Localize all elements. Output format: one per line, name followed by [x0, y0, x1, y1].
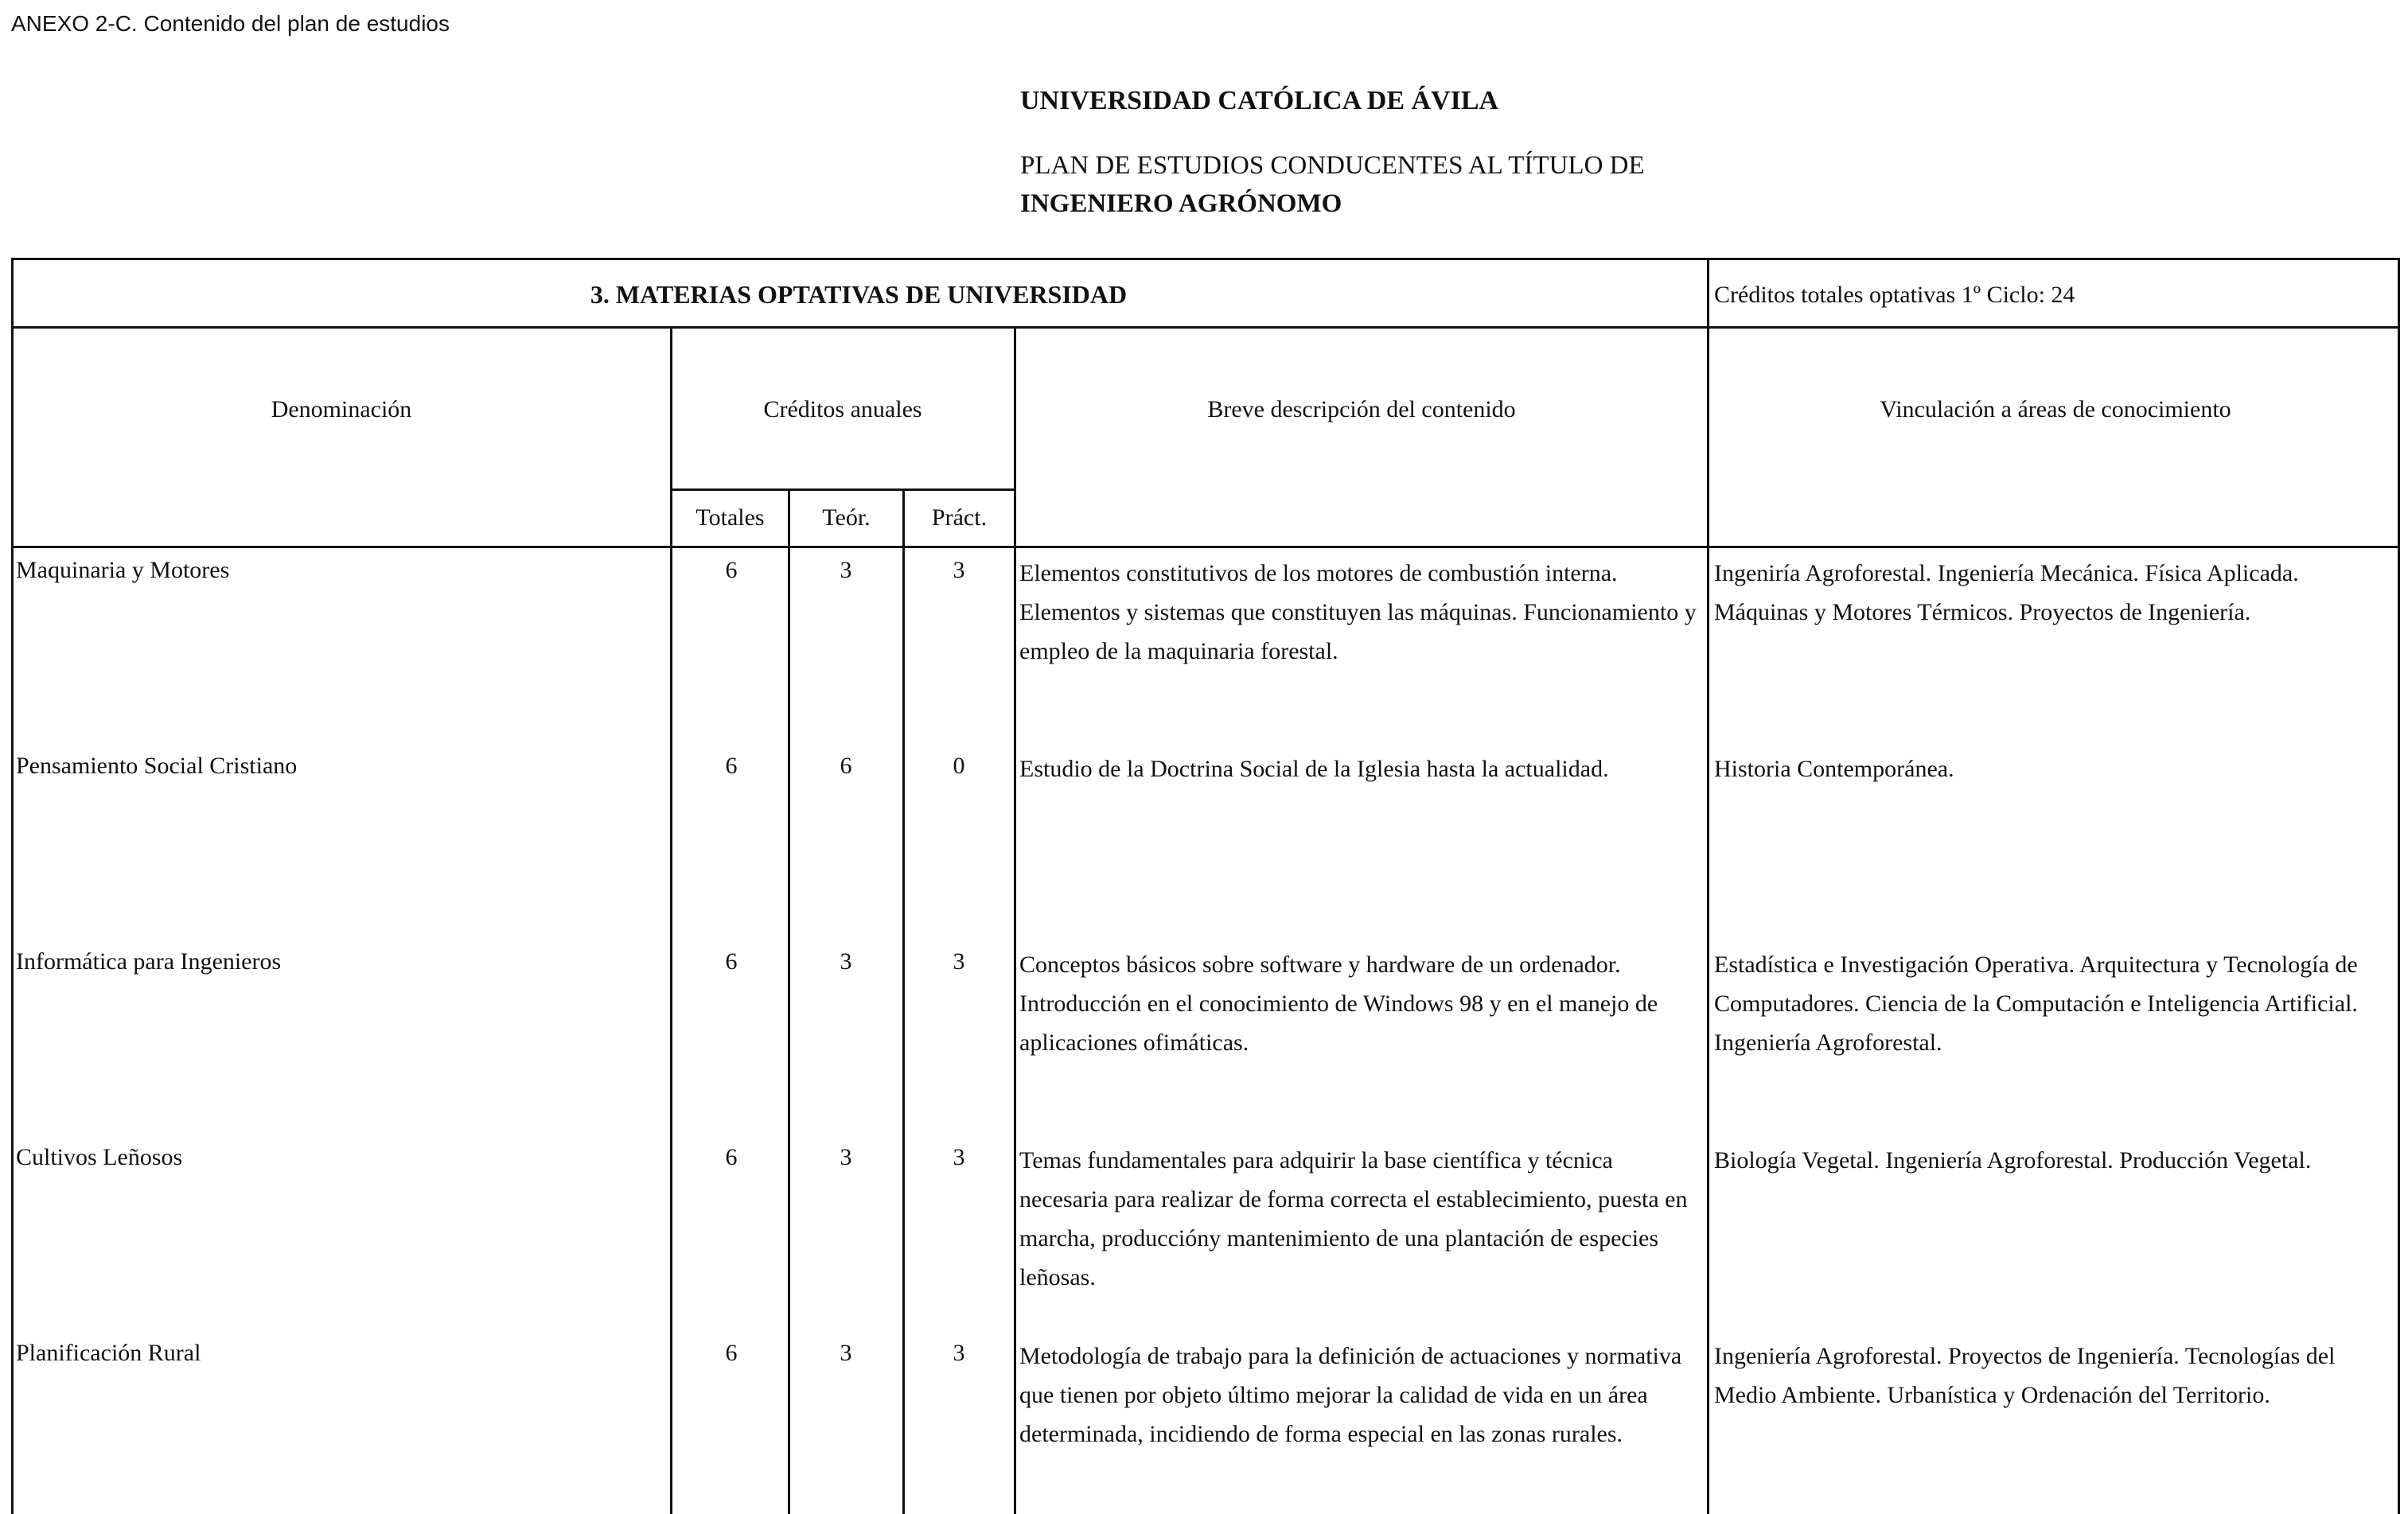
col-header-descripcion: Breve descripción del contenido: [1207, 396, 1516, 422]
knowledge-areas: Historia Contemporánea.: [1714, 756, 1954, 782]
plan-line: PLAN DE ESTUDIOS CONDUCENTES AL TÍTULO DE: [1020, 151, 1645, 180]
table-rule: [672, 488, 1016, 491]
col-header-teor: Teór.: [822, 504, 871, 531]
knowledge-areas: Estadística e Investigación Operativa. Arquitectura y Tecnología de Computadores. Ciencia de la Computación e Inteligencia Artificial. Ingeniería Agroforestal.: [1714, 952, 2358, 1056]
knowledge-areas: Biología Vegetal. Ingeniería Agroforestal. Producción Vegetal.: [1714, 1147, 2312, 1173]
credits-teor: 3: [840, 1340, 852, 1366]
credits-totales: 6: [725, 1340, 738, 1366]
col-header-vinculacion: Vinculación a áreas de conocimiento: [1880, 396, 2231, 422]
col-header-denominacion: Denominación: [271, 396, 412, 422]
credits-totales: 6: [725, 1144, 738, 1170]
annex-label: ANEXO 2-C. Contenido del plan de estudios: [11, 11, 450, 36]
table-rule: [1014, 326, 1016, 1514]
credits-teor: 3: [840, 557, 852, 583]
course-description: Elementos constitutivos de los motores de combustión interna. Elementos y sistemas que constituyen las máquinas. Funcionamiento y empleo de la maquinaria forestal.: [1019, 560, 1697, 664]
knowledge-areas: Ingeniería Agroforestal. Proyectos de Ingeniería. Tecnologías del Medio Ambiente. Urbanística y Ordenación del Territorio.: [1714, 1343, 2336, 1408]
course-name: Pensamiento Social Cristiano: [16, 753, 298, 779]
total-credits: Créditos totales optativas 1º Ciclo: 24: [1714, 282, 2075, 308]
credits-totales: 6: [725, 948, 738, 975]
credits-pract: 3: [953, 557, 965, 583]
table-rule: [11, 326, 2400, 329]
credits-teor: 3: [840, 948, 852, 975]
credits-pract: 3: [953, 948, 965, 975]
col-header-pract: Práct.: [931, 504, 988, 531]
credits-pract: 0: [953, 753, 965, 779]
courses-table: [11, 258, 2400, 1514]
course-name: Cultivos Leñosos: [16, 1144, 183, 1170]
credits-teor: 6: [840, 753, 852, 779]
knowledge-areas: Ingeniría Agroforestal. Ingeniería Mecánica. Física Aplicada. Máquinas y Motores Térmicos. Proyectos de Ingeniería.: [1714, 560, 2299, 625]
plan-heading: [1020, 146, 1645, 223]
col-header-creditos: Créditos anuales: [763, 396, 922, 422]
course-name: Maquinaria y Motores: [16, 557, 230, 583]
course-description: Temas fundamentales para adquirir la base científica y técnica necesaria para realizar de forma correcta el establecimiento, puesta en marcha, produccióny mantenimiento de una plantación de especies leñosas.: [1019, 1147, 1688, 1290]
section-title: 3. MATERIAS OPTATIVAS DE UNIVERSIDAD: [590, 280, 1128, 309]
course-description: Estudio de la Doctrina Social de la Iglesia hasta la actualidad.: [1019, 756, 1609, 782]
table-rule: [1707, 258, 1709, 1514]
course-name: Planificación Rural: [16, 1340, 201, 1366]
credits-totales: 6: [725, 753, 738, 779]
credits-totales: 6: [725, 557, 738, 583]
table-rule: [11, 546, 2400, 548]
degree-title: INGENIERO AGRÓNOMO: [1020, 189, 1342, 218]
col-header-totales: Totales: [696, 504, 765, 531]
course-name: Informática para Ingenieros: [16, 948, 282, 975]
course-description: Conceptos básicos sobre software y hardware de un ordenador. Introducción en el conocimiento de Windows 98 y en el manejo de aplicaciones ofimáticas.: [1019, 952, 1658, 1056]
university-title: UNIVERSIDAD CATÓLICA DE ÁVILA: [1020, 86, 1499, 115]
credits-teor: 3: [840, 1144, 852, 1170]
credits-pract: 3: [953, 1340, 965, 1366]
course-description: Metodología de trabajo para la definición de actuaciones y normativa que tienen por objeto último mejorar la calidad de vida en un área determinada, incidiendo de forma especial en las zonas rurales.: [1019, 1343, 1682, 1447]
credits-pract: 3: [953, 1144, 965, 1170]
